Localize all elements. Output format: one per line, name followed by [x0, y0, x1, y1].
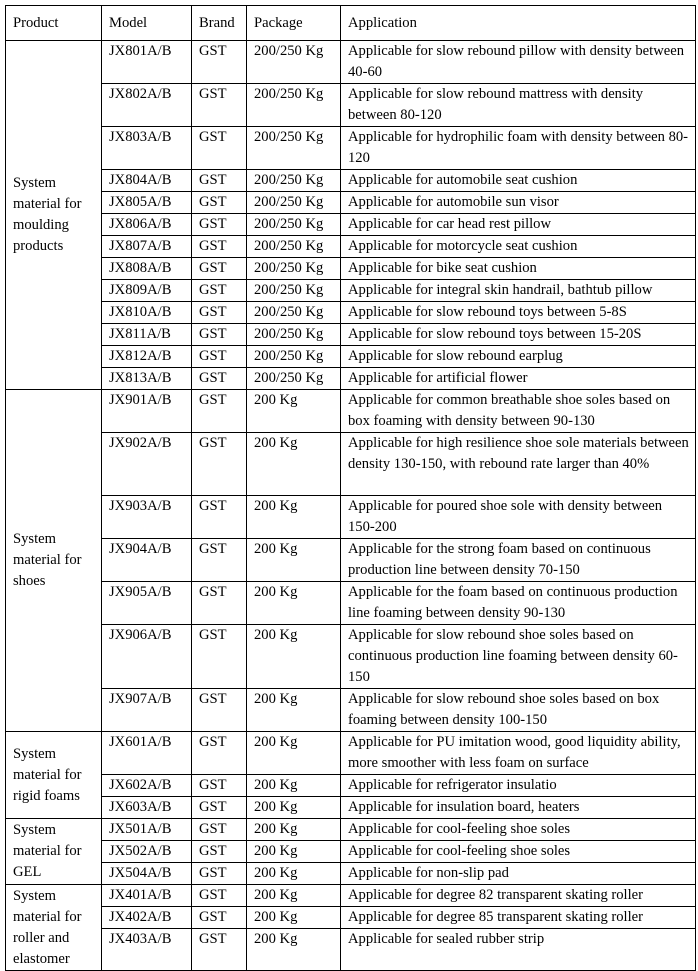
model-cell: JX806A/B [102, 214, 192, 236]
model-cell: JX808A/B [102, 258, 192, 280]
brand-cell: GST [192, 433, 247, 496]
table-row [6, 192, 696, 214]
model-cell: JX601A/B [102, 732, 192, 775]
package-cell: 200/250 Kg [247, 192, 341, 214]
table-row [6, 84, 696, 127]
model-cell: JX812A/B [102, 346, 192, 368]
package-cell: 200 Kg [247, 885, 341, 907]
table-row [6, 127, 696, 170]
brand-cell: GST [192, 236, 247, 258]
model-cell: JX902A/B [102, 433, 192, 496]
table-row [6, 346, 696, 368]
brand-cell: GST [192, 258, 247, 280]
table-row [6, 907, 696, 929]
model-cell: JX402A/B [102, 907, 192, 929]
application-cell: Applicable for motorcycle seat cushion [341, 236, 696, 258]
model-cell: JX809A/B [102, 280, 192, 302]
header-brand: Brand [192, 6, 247, 41]
model-cell: JX803A/B [102, 127, 192, 170]
package-cell: 200/250 Kg [247, 302, 341, 324]
model-cell: JX904A/B [102, 539, 192, 582]
package-cell: 200/250 Kg [247, 368, 341, 390]
brand-cell: GST [192, 346, 247, 368]
package-cell: 200/250 Kg [247, 214, 341, 236]
brand-cell: GST [192, 280, 247, 302]
brand-cell: GST [192, 127, 247, 170]
table-body [6, 41, 696, 971]
application-cell: Applicable for cool-feeling shoe soles [341, 841, 696, 863]
package-cell: 200 Kg [247, 433, 341, 496]
application-cell: Applicable for slow rebound pillow with density between 40-60 [341, 41, 696, 84]
header-row [6, 6, 696, 41]
table-row [6, 625, 696, 689]
application-cell: Applicable for car head rest pillow [341, 214, 696, 236]
table-row [6, 929, 696, 971]
product-cell: System material for moulding products [6, 41, 102, 390]
brand-cell: GST [192, 170, 247, 192]
application-cell: Applicable for slow rebound shoe soles based on box foaming between density 100-150 [341, 689, 696, 732]
package-cell: 200 Kg [247, 841, 341, 863]
brand-cell: GST [192, 732, 247, 775]
brand-cell: GST [192, 368, 247, 390]
model-cell: JX801A/B [102, 41, 192, 84]
table-row [6, 819, 696, 841]
application-cell: Applicable for slow rebound earplug [341, 346, 696, 368]
brand-cell: GST [192, 214, 247, 236]
model-cell: JX811A/B [102, 324, 192, 346]
application-cell: Applicable for high resilience shoe sole materials between density 130-150, with rebound rate larger than 40% [341, 433, 696, 496]
table-row [6, 732, 696, 775]
application-cell: Applicable for slow rebound mattress with density between 80-120 [341, 84, 696, 127]
table-row [6, 433, 696, 496]
table-row [6, 214, 696, 236]
package-cell: 200 Kg [247, 625, 341, 689]
application-cell: Applicable for integral skin handrail, bathtub pillow [341, 280, 696, 302]
brand-cell: GST [192, 390, 247, 433]
application-cell: Applicable for bike seat cushion [341, 258, 696, 280]
table-row [6, 582, 696, 625]
application-cell: Applicable for degree 85 transparent skating roller [341, 907, 696, 929]
header-application: Application [341, 6, 696, 41]
brand-cell: GST [192, 863, 247, 885]
model-cell: JX805A/B [102, 192, 192, 214]
table-row [6, 689, 696, 732]
table-row [6, 775, 696, 797]
package-cell: 200 Kg [247, 732, 341, 775]
table-row [6, 841, 696, 863]
brand-cell: GST [192, 797, 247, 819]
table-row [6, 324, 696, 346]
brand-cell: GST [192, 907, 247, 929]
model-cell: JX502A/B [102, 841, 192, 863]
brand-cell: GST [192, 84, 247, 127]
table-row [6, 41, 696, 84]
application-cell: Applicable for poured shoe sole with density between 150-200 [341, 496, 696, 539]
model-cell: JX501A/B [102, 819, 192, 841]
header-model: Model [102, 6, 192, 41]
model-cell: JX905A/B [102, 582, 192, 625]
brand-cell: GST [192, 625, 247, 689]
table-row [6, 236, 696, 258]
package-cell: 200 Kg [247, 907, 341, 929]
brand-cell: GST [192, 885, 247, 907]
model-cell: JX810A/B [102, 302, 192, 324]
model-cell: JX802A/B [102, 84, 192, 127]
application-cell: Applicable for the strong foam based on continuous production line between density 70-150 [341, 539, 696, 582]
package-cell: 200/250 Kg [247, 258, 341, 280]
table-row [6, 170, 696, 192]
header-package: Package [247, 6, 341, 41]
model-cell: JX901A/B [102, 390, 192, 433]
model-cell: JX602A/B [102, 775, 192, 797]
brand-cell: GST [192, 539, 247, 582]
brand-cell: GST [192, 302, 247, 324]
application-cell: Applicable for slow rebound toys between 5-8S [341, 302, 696, 324]
application-cell: Applicable for artificial flower [341, 368, 696, 390]
brand-cell: GST [192, 496, 247, 539]
table-row [6, 368, 696, 390]
application-cell: Applicable for non-slip pad [341, 863, 696, 885]
application-cell: Applicable for common breathable shoe soles based on box foaming with density between 90-130 [341, 390, 696, 433]
package-cell: 200/250 Kg [247, 41, 341, 84]
table-row [6, 280, 696, 302]
table-row [6, 797, 696, 819]
application-cell: Applicable for refrigerator insulatio [341, 775, 696, 797]
package-cell: 200 Kg [247, 863, 341, 885]
application-cell: Applicable for the foam based on continuous production line foaming between density 90-130 [341, 582, 696, 625]
package-cell: 200 Kg [247, 539, 341, 582]
brand-cell: GST [192, 929, 247, 971]
package-cell: 200/250 Kg [247, 127, 341, 170]
package-cell: 200/250 Kg [247, 346, 341, 368]
table-row [6, 885, 696, 907]
model-cell: JX903A/B [102, 496, 192, 539]
package-cell: 200/250 Kg [247, 170, 341, 192]
brand-cell: GST [192, 841, 247, 863]
package-cell: 200/250 Kg [247, 84, 341, 127]
package-cell: 200/250 Kg [247, 236, 341, 258]
model-cell: JX907A/B [102, 689, 192, 732]
product-cell: System material for shoes [6, 390, 102, 732]
model-cell: JX813A/B [102, 368, 192, 390]
package-cell: 200/250 Kg [247, 280, 341, 302]
application-cell: Applicable for slow rebound shoe soles based on continuous production line foaming between density 60-150 [341, 625, 696, 689]
application-cell: Applicable for hydrophilic foam with density between 80-120 [341, 127, 696, 170]
brand-cell: GST [192, 819, 247, 841]
application-cell: Applicable for automobile seat cushion [341, 170, 696, 192]
package-cell: 200 Kg [247, 496, 341, 539]
application-cell: Applicable for cool-feeling shoe soles [341, 819, 696, 841]
brand-cell: GST [192, 775, 247, 797]
application-cell: Applicable for automobile sun visor [341, 192, 696, 214]
header-product: Product [6, 6, 102, 41]
model-cell: JX403A/B [102, 929, 192, 971]
brand-cell: GST [192, 582, 247, 625]
application-cell: Applicable for PU imitation wood, good liquidity ability, more smoother with less foam on surface [341, 732, 696, 775]
package-cell: 200 Kg [247, 775, 341, 797]
package-cell: 200 Kg [247, 819, 341, 841]
model-cell: JX804A/B [102, 170, 192, 192]
table-row [6, 302, 696, 324]
product-cell: System material for GEL [6, 819, 102, 885]
model-cell: JX807A/B [102, 236, 192, 258]
package-cell: 200 Kg [247, 797, 341, 819]
product-cell: System material for roller and elastomer [6, 885, 102, 971]
model-cell: JX906A/B [102, 625, 192, 689]
brand-cell: GST [192, 192, 247, 214]
package-cell: 200 Kg [247, 390, 341, 433]
model-cell: JX401A/B [102, 885, 192, 907]
model-cell: JX603A/B [102, 797, 192, 819]
product-table [5, 5, 696, 971]
product-cell: System material for rigid foams [6, 732, 102, 819]
application-cell: Applicable for degree 82 transparent skating roller [341, 885, 696, 907]
model-cell: JX504A/B [102, 863, 192, 885]
table-row [6, 863, 696, 885]
package-cell: 200 Kg [247, 582, 341, 625]
brand-cell: GST [192, 689, 247, 732]
application-cell: Applicable for slow rebound toys between 15-20S [341, 324, 696, 346]
package-cell: 200 Kg [247, 929, 341, 971]
table-row [6, 539, 696, 582]
package-cell: 200 Kg [247, 689, 341, 732]
package-cell: 200/250 Kg [247, 324, 341, 346]
table-row [6, 258, 696, 280]
brand-cell: GST [192, 324, 247, 346]
table-row [6, 496, 696, 539]
application-cell: Applicable for sealed rubber strip [341, 929, 696, 971]
table-row [6, 390, 696, 433]
application-cell: Applicable for insulation board, heaters [341, 797, 696, 819]
brand-cell: GST [192, 41, 247, 84]
